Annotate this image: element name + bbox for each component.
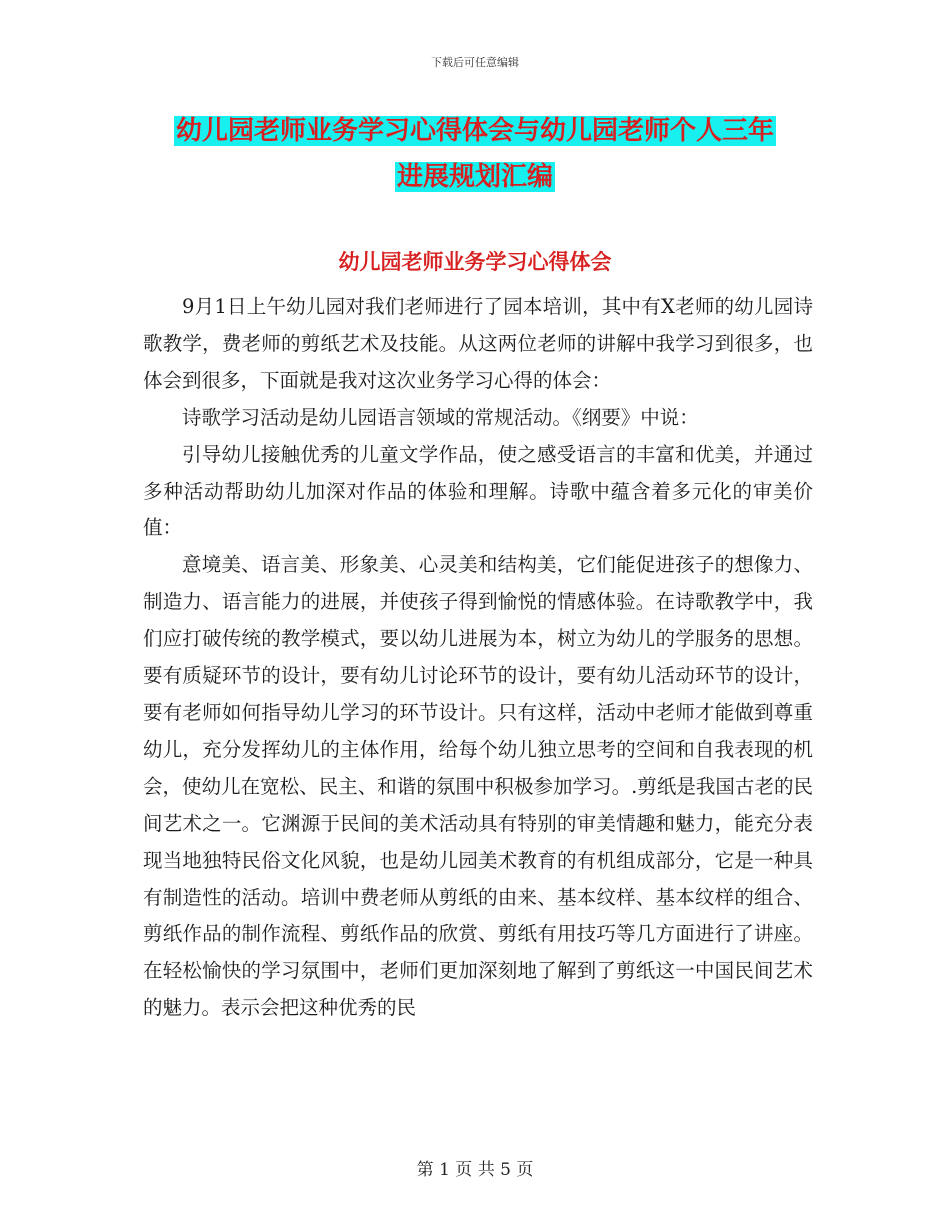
document-title (0, 108, 950, 200)
section-title: 幼儿园老师业务学习心得体会 (338, 249, 612, 274)
paragraph: 9月1日上午幼儿园对我们老师进行了园本培训，其中有X老师的幼儿园诗歌教学，费老师的剪纸艺术及技能。从这两位老师的讲解中我学习到很多，也体会到很多，下面就是我对这次业务学习心得的体会： (143, 295, 813, 392)
title-line-2: 进展规划汇编 (396, 162, 553, 192)
paragraph: 诗歌学习活动是幼儿园语言领域的常规活动。《纲要》中说： (182, 405, 699, 429)
page-footer: 第 1 页 共 5 页 (416, 1160, 534, 1180)
paragraph: 意境美、语言美、形象美、心灵美和结构美，它们能促进孩子的想像力、制造力、语言能力的进展，并使孩子得到愉悦的情感体验。在诗歌教学中，我们应打破传统的教学模式，要以幼儿进展为本，树立为幼儿的学服务的思想。要有质疑环节的设计，要有幼儿讨论环节的设计，要有幼儿活动环节的设计，要有老师如何指导幼儿学习的环节设计。只有这样，活动中老师才能做到尊重幼儿，充分发挥幼儿的主体作用，给每个幼儿独立思考的空间和自我表现的机会，使幼儿在宽松、民主、和谐的氛围中积极参加学习。.剪纸是我国古老的民间艺术之一。它渊源于民间的美术活动具有特别的审美情趣和魅力，能充分表现当地独特民俗文化风貌，也是幼儿园美术教育的有机组成部分，它是一种具有制造性的活动。培训中费老师从剪纸的由来、基本纹样、基本纹样的组合、剪纸作品的制作流程、剪纸作品的欣赏、剪纸有用技巧等几方面进行了讲座。在轻松愉快的学习氛围中，老师们更加深刻地了解到了剪纸这一中国民间艺术的魅力。表示会把这种优秀的民 (143, 553, 813, 1020)
body-text (143, 289, 813, 1027)
title-line-1: 幼儿园老师业务学习心得体会与幼儿园老师个人三年 (175, 116, 774, 146)
paragraph: 引导幼儿接触优秀的儿童文学作品，使之感受语言的丰富和优美，并通过多种活动帮助幼儿加深对作品的体验和理解。诗歌中蕴含着多元化的审美价值： (143, 442, 813, 540)
header-note: 下载后可任意编辑 (431, 56, 519, 69)
